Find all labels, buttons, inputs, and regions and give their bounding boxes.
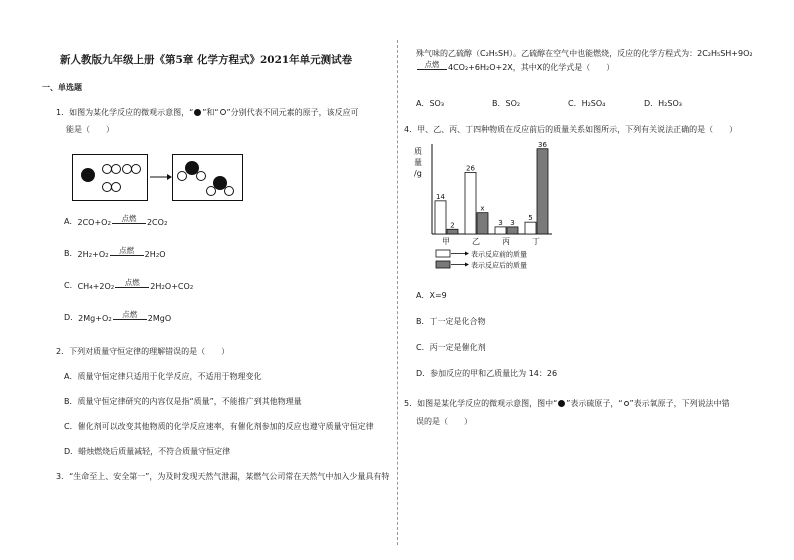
q1-option-d[interactable]: D． 2Mg+O 2 点燃 2MgO <box>64 310 172 323</box>
bar-after-3 <box>537 149 548 234</box>
bar-before-2 <box>495 227 506 234</box>
atom-white-icon <box>220 109 226 115</box>
bar-value-label: 26 <box>466 164 475 173</box>
y-axis-label-part: /g <box>414 169 422 178</box>
q2-option-a[interactable]: A．质量守恒定律只适用于化学反应，不适用于物理变化 <box>64 372 262 381</box>
q2-option-d[interactable]: D．蜡烛燃烧后质量减轻，不符合质量守恒定律 <box>64 447 231 456</box>
oxygen-atom-icon <box>624 401 629 406</box>
reactant-black-atom <box>81 168 95 182</box>
q1-option-c[interactable]: C． CH 4 +2O 2 点燃 2H 2 O+CO 2 <box>64 278 194 291</box>
reaction-condition: 点燃 <box>110 246 144 259</box>
x-tick-label: 丁 <box>532 237 540 246</box>
q2-option-c[interactable]: C．催化剂可以改变其他物质的化学反应速率，有催化剂参加的反应也遵守质量守恒定律 <box>64 422 374 431</box>
reaction-condition: 点燃 <box>113 310 147 323</box>
q4-option-d[interactable]: D．参加反应的甲和乙质量比为 14：26 <box>416 369 558 378</box>
q5-stem-line2: 误的是（ ） <box>416 417 472 426</box>
q3-stem-line1: 3．“生命至上、安全第一”，为及时发现天然气泄漏，某燃气公司常在天然气中加入少量具有特 <box>56 472 390 481</box>
legend-swatch <box>436 261 450 268</box>
legend-label: 表示反应前的质量 <box>471 250 527 259</box>
x-tick-label: 乙 <box>472 237 480 246</box>
section-heading: 一、单选题 <box>42 83 82 92</box>
reaction-condition: 点燃 <box>115 278 149 291</box>
q4-option-a[interactable]: A．X=9 <box>416 291 447 300</box>
bar-before-0 <box>435 201 446 234</box>
q3-option-a[interactable]: A．SO₃ <box>416 99 445 108</box>
atom-black-icon <box>194 109 201 116</box>
q1-stem-line2: 能是（ ） <box>66 125 114 134</box>
bar-value-label: x <box>480 204 485 213</box>
q1-option-a[interactable]: A． 2CO+O 2 点燃 2CO 2 <box>64 214 168 227</box>
legend-swatch <box>436 250 450 257</box>
bar-after-0 <box>447 229 458 234</box>
bar-after-1 <box>477 213 488 234</box>
arrow-icon <box>167 174 172 180</box>
y-axis-label-part: 量 <box>414 158 422 167</box>
q3-stem-line2: 殊气味的乙硫醇（C₂H₅SH）。乙硫醇在空气中也能燃烧，反应的化学方程式为：2C₂H₅SH+9O₂ <box>416 49 753 58</box>
q3-option-d[interactable]: D．H₂SO₃ <box>644 99 682 108</box>
q3-option-c[interactable]: C．H₂SO₄ <box>568 99 606 108</box>
q3-option-b[interactable]: B．SO₂ <box>492 99 521 108</box>
column-divider <box>397 40 398 545</box>
q1-stem: 1．如图为某化学反应的微观示意图，“ ”和“ ”分别代表不同元素的原子，该反应可 <box>56 108 359 117</box>
q3-stem-line3: 点燃 4CO₂+6H₂O+2X，其中X的化学式是（ ） <box>416 60 614 73</box>
q4-option-b[interactable]: B．丁一定是化合物 <box>416 317 486 326</box>
x-tick-label: 丙 <box>502 237 510 246</box>
q4-option-c[interactable]: C．丙一定是催化剂 <box>416 343 486 352</box>
bar-value-label: 3 <box>510 218 515 227</box>
bar-before-1 <box>465 172 476 234</box>
q4-mass-chart <box>410 142 558 278</box>
bar-value-label: 3 <box>498 218 503 227</box>
reaction-condition: 点燃 <box>417 60 447 73</box>
bar-value-label: 5 <box>528 214 533 223</box>
x-tick-label: 甲 <box>442 237 450 246</box>
q2-option-b[interactable]: B．质量守恒定律研究的内容仅是指“质量”，不能推广到其他物理量 <box>64 397 302 406</box>
bar-after-2 <box>507 227 518 234</box>
page-title: 新人教版九年级上册《第5章 化学方程式》2021年单元测试卷 <box>60 54 353 66</box>
reaction-condition: 点燃 <box>112 214 146 227</box>
bar-before-3 <box>525 222 536 234</box>
legend-arrow-icon <box>465 252 469 256</box>
y-axis-label-part: 质 <box>414 147 422 156</box>
legend-label: 表示反应后的质量 <box>471 261 527 270</box>
bar-value-label: 36 <box>538 142 547 149</box>
legend-arrow-icon <box>465 263 469 267</box>
sulfur-atom-icon <box>558 400 565 407</box>
q2-stem: 2．下列对质量守恒定律的理解错误的是（ ） <box>56 347 230 356</box>
q1-reaction-diagram <box>72 154 244 202</box>
q5-stem: 5．如图是某化学反应的微观示意图，图中“ ”表示硫原子，“ ”表示氧原子，下列说法中错 <box>404 399 730 408</box>
q1-option-b[interactable]: B． 2H 2 +O 2 点燃 2H 2 O <box>64 246 166 259</box>
q4-stem: 4．甲、乙、丙、丁四种物质在反应前后的质量关系如图所示，下列有关说法正确的是（ ） <box>404 125 738 134</box>
bar-value-label: 2 <box>450 221 455 230</box>
bar-value-label: 14 <box>436 192 445 201</box>
